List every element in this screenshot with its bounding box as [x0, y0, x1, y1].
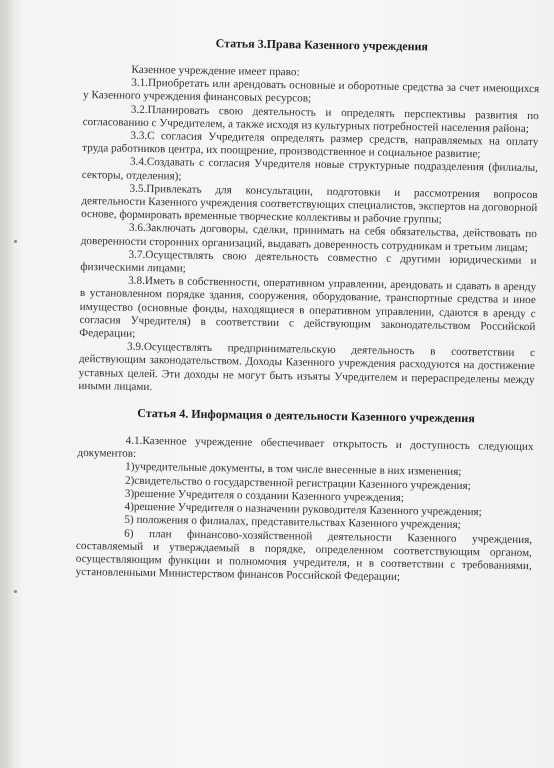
- article-3-item: 3.6.Заключать договоры, сделки, принимать на себя обязательства, действовать по доверенности сторонних организаций, выдавать доверенность сотрудникам и третьим лицам;: [80, 222, 537, 254]
- scan-speck: [14, 590, 17, 593]
- document-list-item: 4)решение Учредителя о назначении руководителя Казенного учреждения;: [124, 500, 482, 519]
- article-3-item: 3.7.Осуществлять свою деятельность совместно с другими юридическими и физическими лицами;: [80, 248, 537, 275]
- document-list-item: 2)свидетельство о государственной регистрации Казенного учреждения;: [124, 474, 471, 492]
- article-3-item: 3.2.Планировать свою деятельность и определять перспективы развития по согласованию с Учредителем, а также исходя из культурных потребностей населения района;: [82, 103, 539, 135]
- article-4-intro: 4.1.Казенное учреждение обеспечивает открытость и доступность следующих документов:: [77, 434, 534, 461]
- scan-edge-shadow: [0, 0, 14, 768]
- article-3-item: 3.1.Приобретать или арендовать основные и оборотные средства за счет имеющихся у Казенного учреждения финансовых ресурсов;: [82, 76, 540, 105]
- article-3-item: 3.5.Привлекать для консультации, подготовки и рассмотрения вопросов деятельности Казенного учреждения соответствующих специалистов, экспертов на договорной основе, формировать временные творческие коллективы и рабочие группы;: [81, 182, 538, 226]
- document-list-item: 1)учредительные документы, в том числе внесенные в них изменения;: [125, 461, 462, 479]
- article-3-item: 3.3.С согласия Учредителя определять размер средств, направляемых на оплату труда работников центра, их поощрение, производственное и социальное развитие;: [82, 129, 539, 161]
- article-4-title: Статья 4. Информация о деятельности Казенного учреждения: [137, 405, 475, 426]
- article-3-item: 3.8.Иметь в собственности, оперативном управлении, арендовать и сдавать в аренду в установленном порядке здания, сооружения, оборудование, транспортные средства и иное имущество (основные фонды, находящиеся в оперативном управлении, сдаются в аренду с согласия Учредителя) в соответствии с действующим законодательством Российской Федерации;: [79, 274, 537, 340]
- scan-speck: [14, 240, 17, 243]
- article-3-item: 3.9.Осуществлять предпринимательскую деятельность в соответствии с действующим законодательством. Доходы Казенного учреждения расходуются на достижение уставных целей. Эти доходы не могут быть изъяты Учредителем и перераспределены между иными лицами.: [78, 340, 536, 393]
- article-3-title: Статья 3.Права Казенного учреждения: [215, 36, 429, 54]
- article-3: [78, 34, 540, 400]
- document-body: [75, 34, 540, 586]
- document-list-item: 3)решение Учредителя о создании Казенного учреждения;: [124, 487, 404, 504]
- document-list-item: 5) положения о филиалах, представительствах Казенного учреждения;: [124, 513, 461, 532]
- article-3-item: 3.4.Создавать с согласия Учредителя новые структурные подразделения (филиалы, секторы, отделения);: [81, 156, 539, 183]
- article-3-intro: Казенное учреждение имеет право:: [131, 63, 300, 79]
- document-list-item: 6) план финансово-хозяйственной деятельности Казенного учреждения, составляемый и утверждаемый в порядке, определенном соответствующим органом, осуществляющим функции и полномочия учредителя, и в соответствии с требованиями, установленными Министерством финансов Российской Федерации;: [75, 527, 533, 584]
- document-list: [75, 460, 533, 586]
- article-4: [75, 405, 534, 586]
